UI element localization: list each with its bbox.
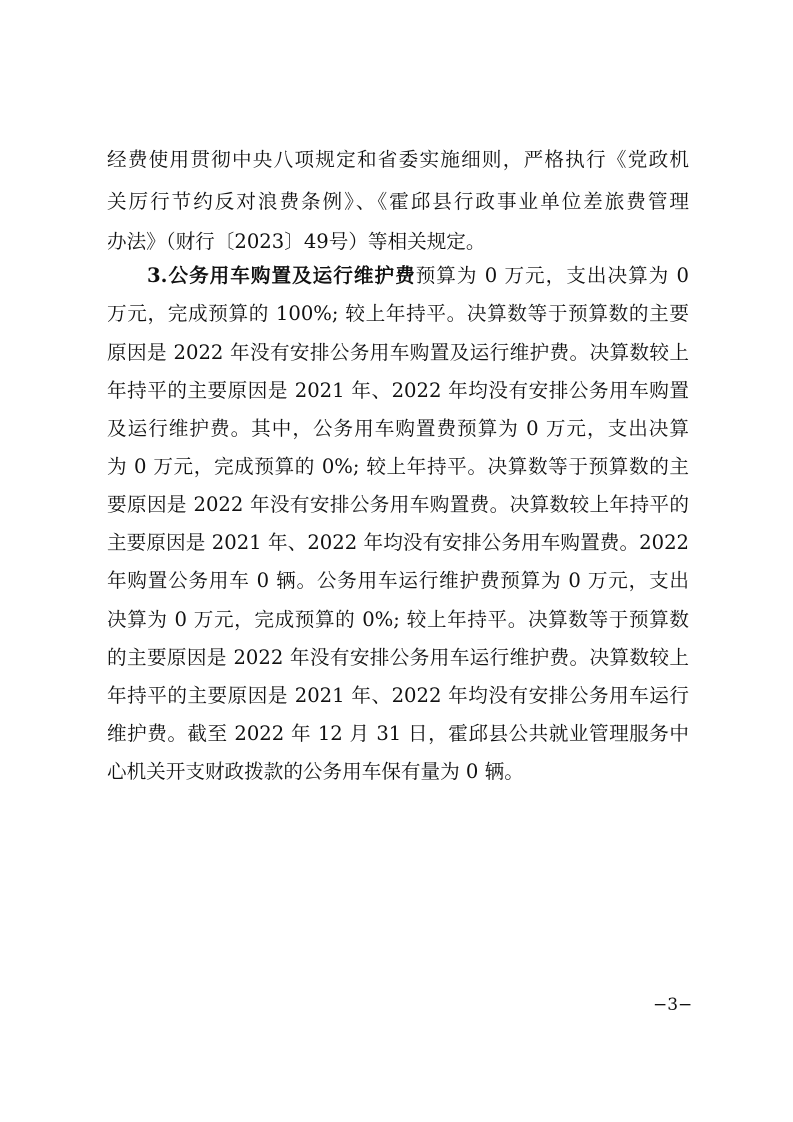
paragraph-line: 关厉行节约反对浪费条例》、《霍邱县行政事业单位差旅费管理: [107, 190, 689, 213]
paragraph-line: 经费使用贯彻中央八项规定和省委实施细则，严格执行《党政机: [107, 148, 689, 171]
paragraph-line: 及运行维护费。其中，公务用车购置费预算为 0 万元，支出决算: [107, 417, 689, 440]
paragraph-line: 年持平的主要原因是 2021 年、2022 年均没有安排公务用车运行: [107, 684, 689, 707]
paragraph-line: 心机关开支财政拨款的公务用车保有量为 0 辆。: [107, 760, 524, 783]
paragraph-line: 为 0 万元，完成预算的 0%; 较上年持平。决算数等于预算数的主: [107, 455, 689, 478]
paragraph-line: 年持平的主要原因是 2021 年、2022 年均没有安排公务用车购置: [107, 379, 689, 402]
paragraph-line: 决算为 0 万元，完成预算的 0%; 较上年持平。决算数等于预算数: [107, 608, 689, 631]
paragraph-line: 年购置公务用车 0 辆。公务用车运行维护费预算为 0 万元，支出: [107, 569, 689, 592]
section-heading: 3.公务用车购置及运行维护费: [147, 264, 416, 287]
paragraph-line: 万元，完成预算的 100%; 较上年持平。决算数等于预算数的主要: [107, 302, 689, 325]
paragraph-line: 维护费。截至 2022 年 12 月 31 日，霍邱县公共就业管理服务中: [107, 722, 689, 745]
paragraph-line: 原因是 2022 年没有安排公务用车购置及运行维护费。决算数较上: [107, 341, 689, 364]
paragraph-first-line: [147, 264, 689, 288]
paragraph-line: 的主要原因是 2022 年没有安排公务用车运行维护费。决算数较上: [107, 646, 689, 669]
page-number: −3−: [653, 995, 693, 1015]
paragraph-line-text: 预算为 0 万元，支出决算为 0: [415, 264, 689, 287]
paragraph-line: 办法》（财行〔2023〕49号）等相关规定。: [107, 230, 486, 253]
paragraph-line: 要原因是 2022 年没有安排公务用车购置费。决算数较上年持平的: [107, 493, 689, 516]
paragraph-line: 主要原因是 2021 年、2022 年均没有安排公务用车购置费。2022: [107, 531, 689, 554]
